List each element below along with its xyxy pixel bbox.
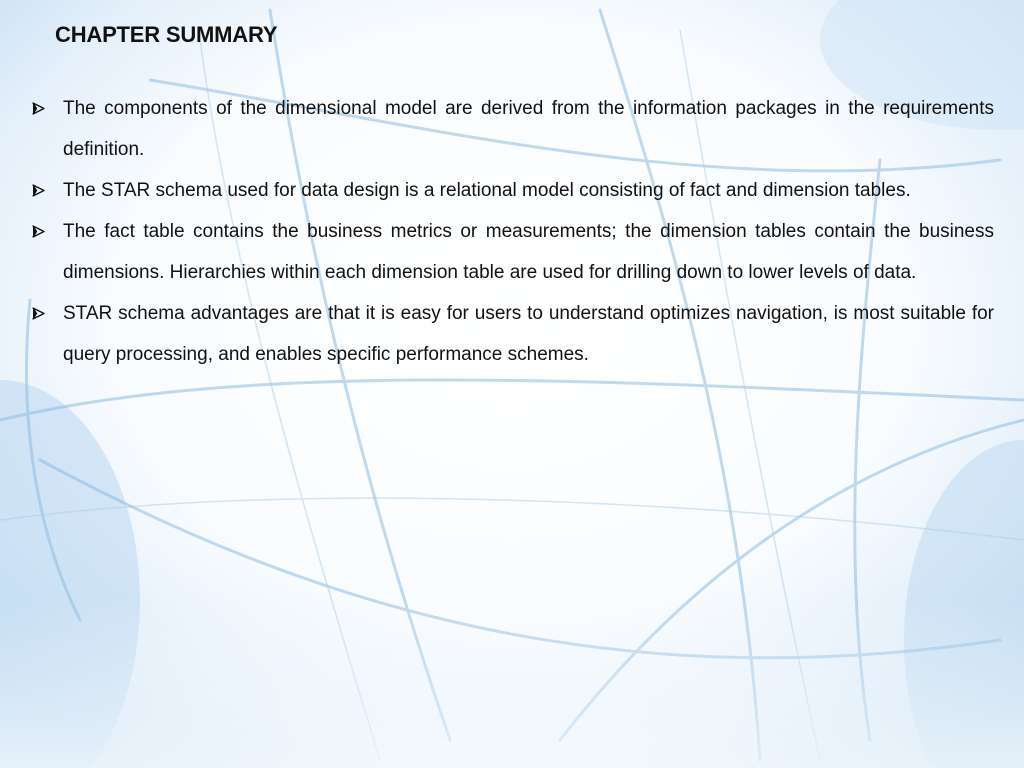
arrow-bullet-icon	[32, 170, 46, 211]
bullet-text: The components of the dimensional model are derived from the information packages in the requirements definition.	[63, 98, 994, 160]
arrow-bullet-icon	[32, 88, 46, 129]
bullet-item	[30, 170, 994, 211]
bullet-item	[30, 88, 994, 170]
bullet-item	[30, 293, 994, 375]
slide-title: CHAPTER SUMMARY	[55, 22, 278, 47]
bullet-text: The fact table contains the business metrics or measurements; the dimension tables contain the business dimensions. Hierarchies within each dimension table are used for drilling down to lower levels of data.	[63, 221, 994, 283]
bullet-text: STAR schema advantages are that it is easy for users to understand optimizes navigation, is most suitable for query processing, and enables specific performance schemes.	[63, 303, 994, 365]
bullet-item	[30, 211, 994, 293]
bullet-text: The STAR schema used for data design is a relational model consisting of fact and dimension tables.	[63, 180, 911, 201]
bullet-list	[30, 88, 994, 375]
arrow-bullet-icon	[32, 293, 46, 334]
arrow-bullet-icon	[32, 211, 46, 252]
